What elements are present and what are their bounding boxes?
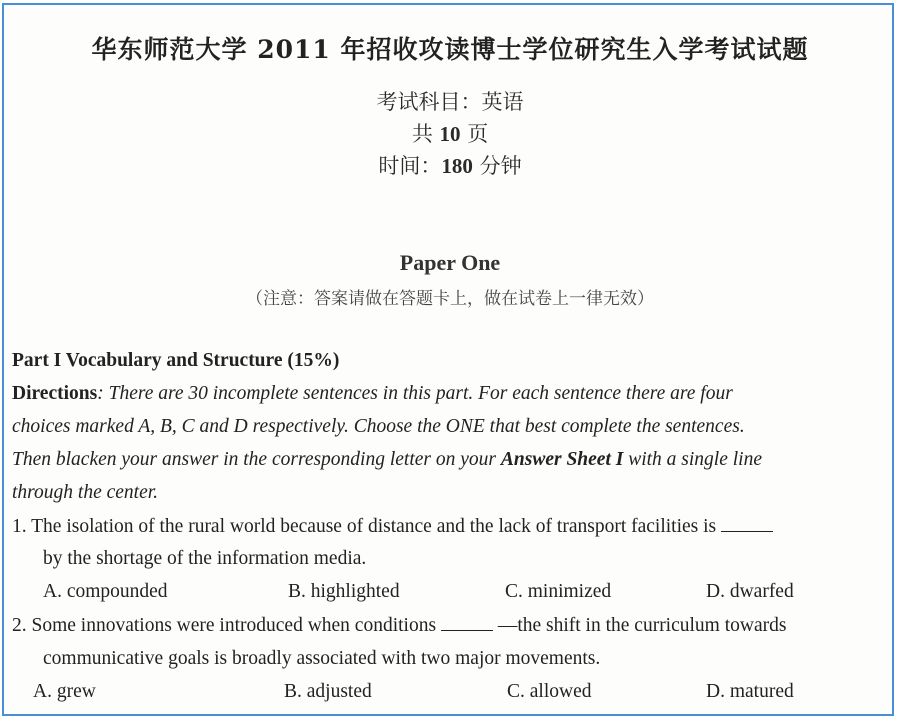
answer-sheet-ref: Answer Sheet I <box>500 449 624 470</box>
directions-line-4: through the center. <box>12 482 159 503</box>
pages-pre: 共 <box>411 122 433 146</box>
question-1-option-d: D. dwarfed <box>706 581 794 602</box>
paper-notice: （注意：答案请做在答题卡上，做在试卷上一律无效） <box>246 289 654 309</box>
question-2-option-b: B. adjusted <box>284 681 372 702</box>
directions-line-2: choices marked A, B, C and D respectively. Choose the ONE that best complete the sentences. <box>12 416 745 437</box>
exam-time <box>0 150 900 180</box>
pages-number: 10 <box>439 122 461 146</box>
answer-blank <box>441 614 493 631</box>
directions-text-3b: with a single line <box>623 449 762 470</box>
exam-page-count <box>0 118 900 148</box>
question-1-text: 1. The isolation of the rural world because of distance and the lack of transport facilities is <box>12 516 717 537</box>
question-1-line-1 <box>12 515 773 538</box>
exam-subject <box>0 86 900 116</box>
part1-heading: Part I Vocabulary and Structure (15%) <box>12 350 340 371</box>
pages-post: 页 <box>467 122 489 146</box>
question-2-option-d: D. matured <box>706 681 794 702</box>
question-2-line-1 <box>12 614 786 637</box>
question-2-text-post: —the shift in the curriculum towards <box>497 615 787 636</box>
question-2-line-2: communicative goals is broadly associated with two major movements. <box>43 648 601 669</box>
question-2-text-pre: 2. Some innovations were introduced when conditions <box>12 615 437 636</box>
question-2-option-c: C. allowed <box>507 681 592 702</box>
directions-colon: : <box>97 383 104 404</box>
time-unit: 分钟 <box>479 154 522 178</box>
time-label: 时间： <box>378 154 442 178</box>
subject-value: 英语 <box>481 90 524 114</box>
subject-label: 考试科目： <box>376 90 482 114</box>
question-1-option-b: B. highlighted <box>288 581 400 602</box>
directions-text-3a: Then blacken your answer in the corresponding letter on your <box>12 449 501 470</box>
directions-text-1: There are 30 incomplete sentences in this part. For each sentence there are four <box>103 383 733 404</box>
directions-line-3 <box>12 449 762 471</box>
directions-line-1 <box>12 383 733 405</box>
question-1-line-2: by the shortage of the information media. <box>43 548 367 569</box>
exam-title: 华东师范大学 2011 年招收攻读博士学位研究生入学考试试题 <box>91 35 809 64</box>
directions-label: Directions <box>12 383 98 404</box>
time-number: 180 <box>441 154 473 178</box>
question-2-option-a: A. grew <box>33 681 96 702</box>
paper-name: Paper One <box>399 250 501 275</box>
question-1-option-c: C. minimized <box>505 581 612 602</box>
answer-blank <box>721 515 773 532</box>
question-1-option-a: A. compounded <box>43 581 168 602</box>
